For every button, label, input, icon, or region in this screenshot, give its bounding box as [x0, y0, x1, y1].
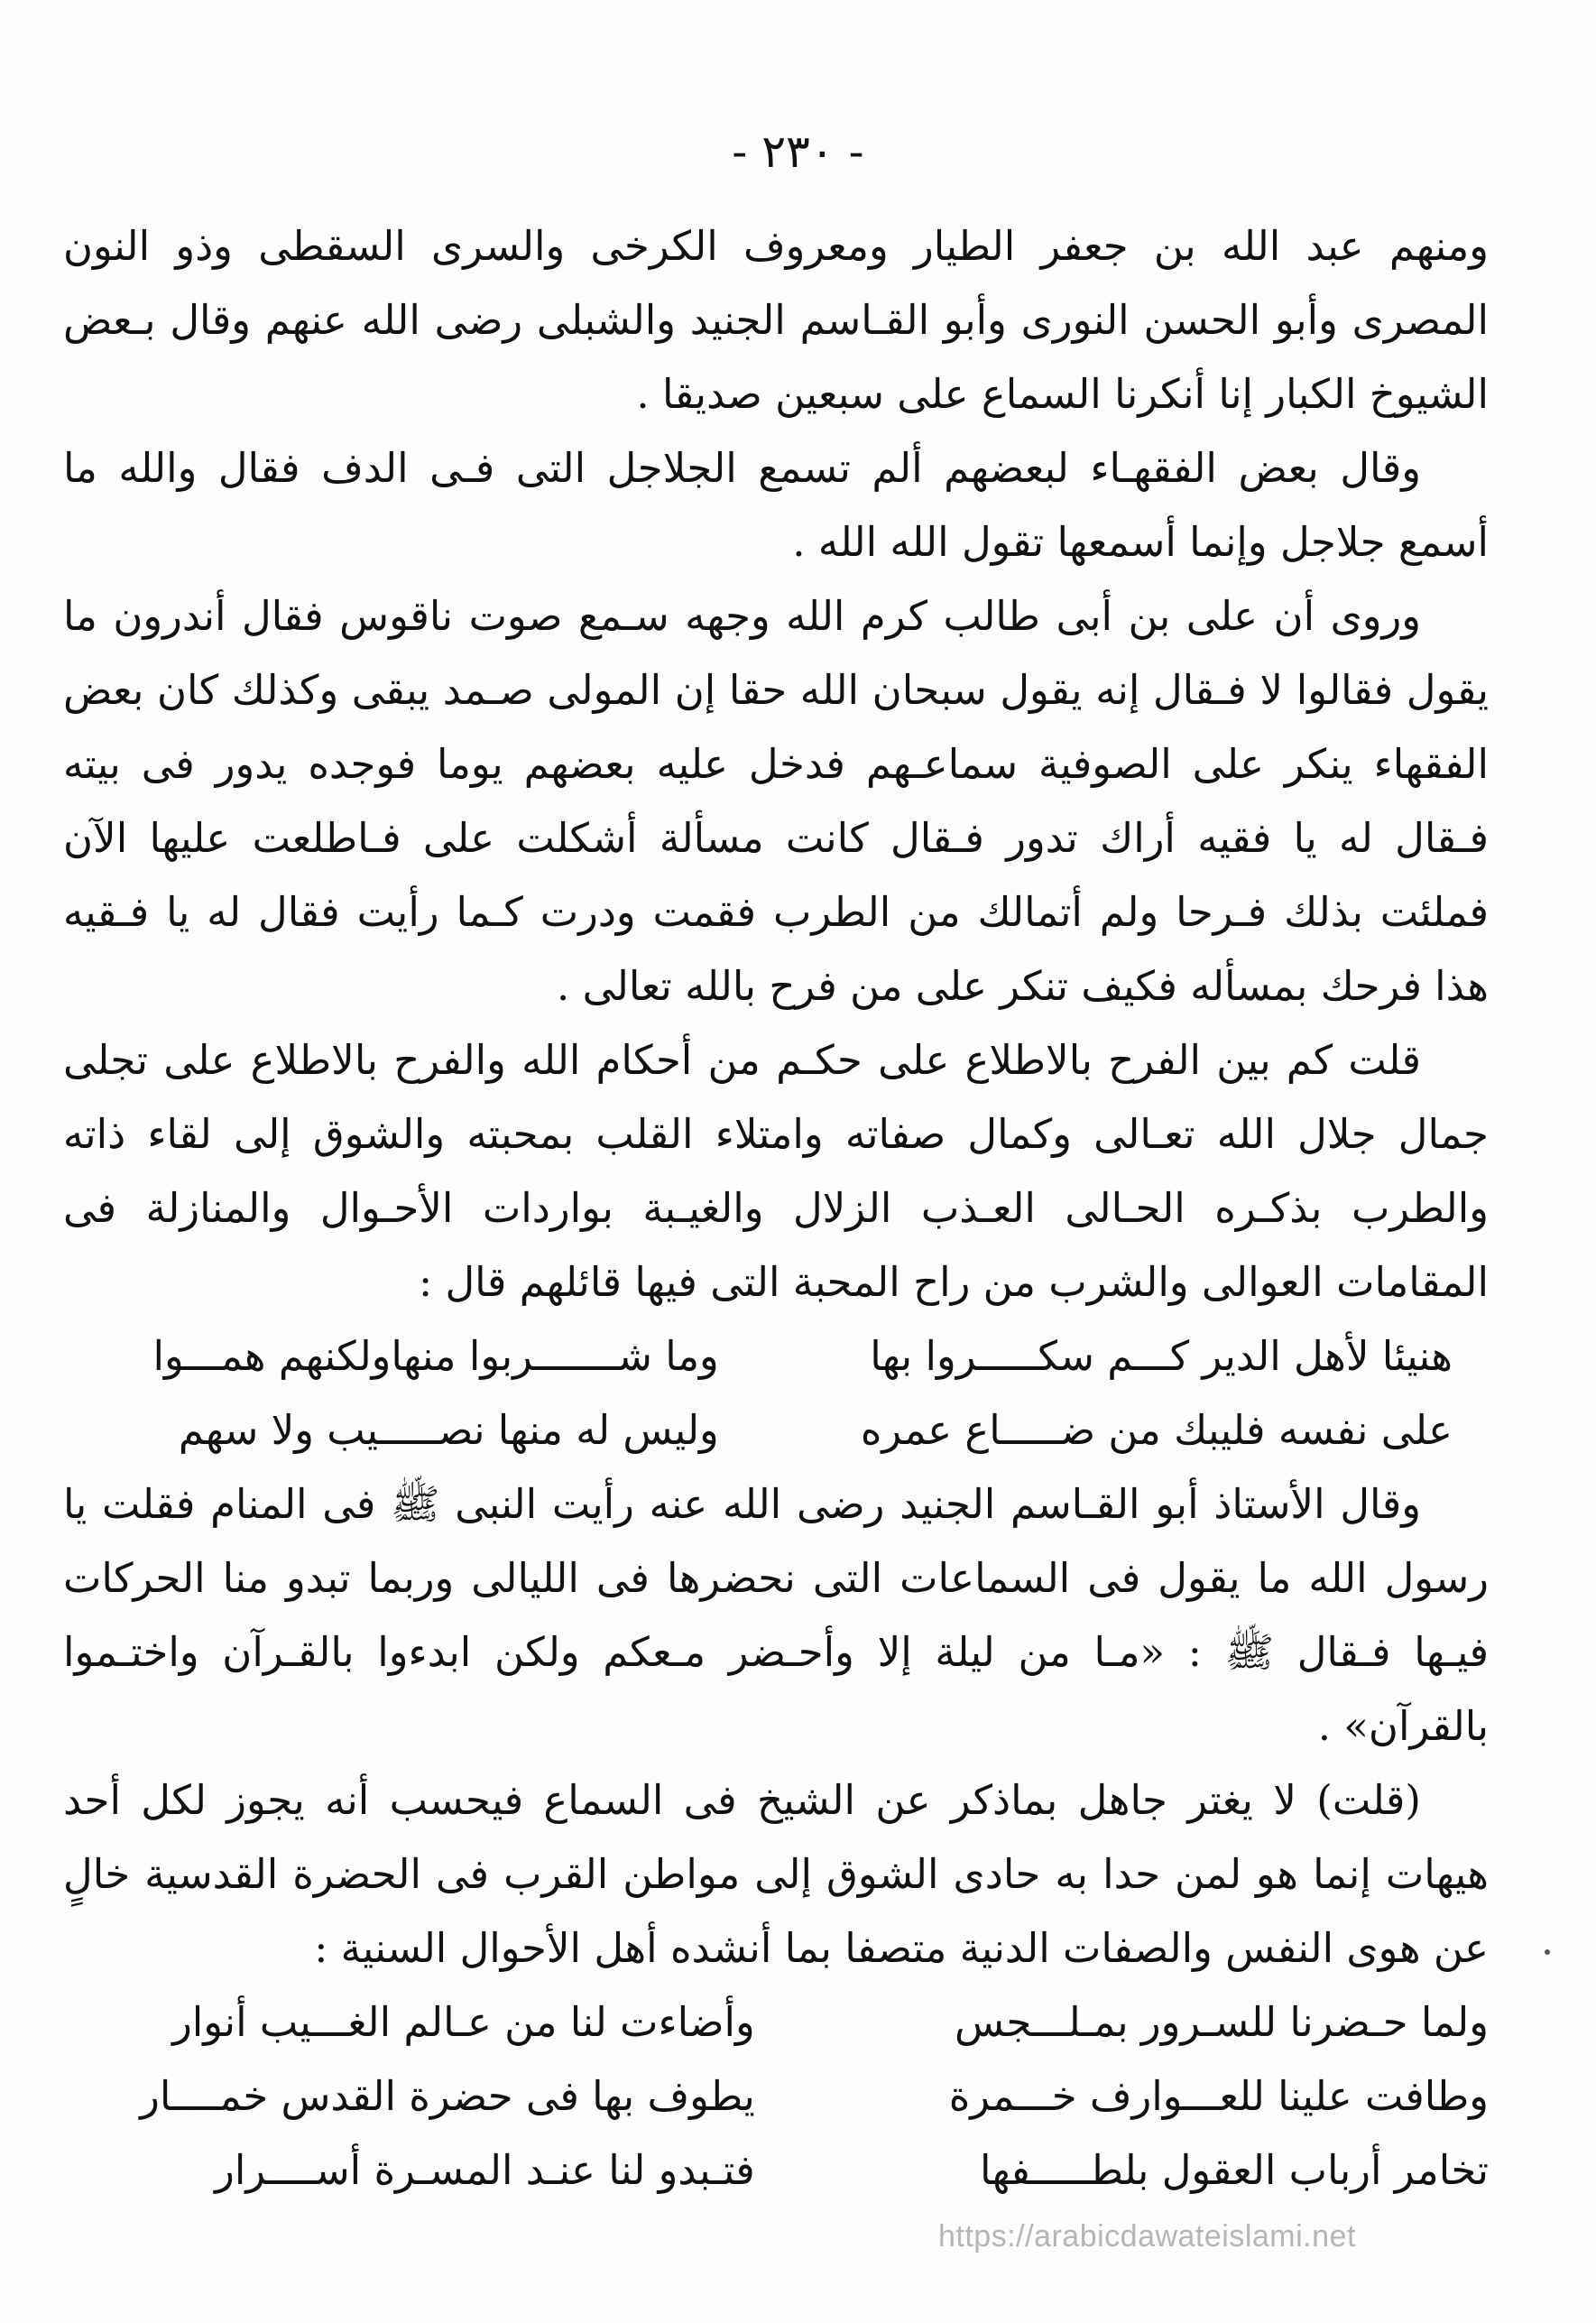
- paragraph: وقال بعض الفقهـاء لبعضهم ألم تسمع الجلاجل التى فـى الدف فقال والله ما أسمع جلاجل وإنما أسمعها تقول الله الله .: [63, 444, 1489, 566]
- verse-line: [63, 1319, 1489, 1393]
- verse-line: [63, 1985, 1489, 2059]
- verse-first-hemistich: على نفسه فليبك من ضـــــاع عمره: [860, 1406, 1453, 1454]
- poem-block: [63, 1319, 1489, 1467]
- verse-line: [63, 1393, 1489, 1467]
- verse-second-hemistich: فتـبدو لنا عنـد المسـرة أســــرار: [215, 2146, 755, 2194]
- paragraph: قلت كم بين الفرح بالاطلاع على حكـم من أحكام الله والفرح بالاطلاع على تجلى جمال جلال الله تعـالى وكمال صفاته وامتلاء القلب بمحبته والشوق إلى لقاء ذاته والطرب بذكـره الحـالى العـذب الزلال والغيـبة بواردات الأحـوال والمنازلة فى المقامات العوالى والشرب من راح المحبة التى فيها قائلهم قال :: [63, 1036, 1489, 1306]
- verse-line: [63, 2133, 1489, 2207]
- verse-first-hemistich: تخامر أرباب العقول بلطـــــفها: [979, 2146, 1489, 2194]
- verse-second-hemistich: وليس له منها نصـــــيب ولا سهم: [178, 1406, 719, 1454]
- verse-first-hemistich: وطافت علينا للعـــوارف خـــمرة: [948, 2072, 1489, 2120]
- watermark-url: https://arabicdawateislami.net: [938, 2219, 1356, 2254]
- verse-second-hemistich: وما شـــــــربوا منهاولكنهم همـــوا: [152, 1332, 719, 1380]
- verse-second-hemistich: يطوف بها فى حضرة القدس خمــــار: [140, 2072, 755, 2120]
- verse-first-hemistich: هنيئا لأهل الدير كـــم سكـــــروا بها: [870, 1332, 1453, 1380]
- paragraph: وقال الأستاذ أبو القـاسم الجنيد رضى الله عنه رأيت النبى ﷺ فى المنام فقلت يا رسول الله ما يقول فى السماعات التى نحضرها فى الليالى وربما تبدو منا الحركات فيـها فـقال ﷺ : «مـا من ليلة إلا وأحـضر مـعكم ولكن ابدءوا بالقـرآن واختـموا بالقرآن» .: [63, 1480, 1489, 1750]
- verse-first-hemistich: ولما حـضرنا للسـرور بمـلـــجس: [955, 1998, 1489, 2046]
- paragraph: (قلت) لا يغتر جاهل بماذكر عن الشيخ فى السماع فيحسب أنه يجوز لكل أحد هيهات إنما هو لمن حدا به حادى الشوق إلى مواطن القرب فى الحضرة القدسية خالٍ عن هوى النفس والصفات الدنية متصفا بما أنشده أهل الأحوال السنية :: [63, 1776, 1489, 1972]
- scan-speck: [1545, 1949, 1550, 1955]
- paragraph: ومنهم عبد الله بن جعفر الطيار ومعروف الكرخى والسرى السقطى وذو النون المصرى وأبو الحسن النورى وأبو القـاسم الجنيد والشبلى رضى الله عنهم وقال بـعض الشيوخ الكبار إنا أنكرنا السماع على سبعين صديقا .: [63, 222, 1489, 418]
- page-number: - ٢٣٠ -: [732, 125, 864, 178]
- paragraph: وروى أن على بن أبى طالب كرم الله وجهه سـمع صوت ناقوس فقال أندرون ما يقول فقالوا لا فـقال إنه يقول سبحان الله حقا إن المولى صـمد يبقى وكذلك كان بعض الفقهاء ينكر على الصوفية سماعـهم فدخل عليه بعضهم يوما فوجده يدور فى بيته فـقال له يا فقيه أراك تدور فـقال كانت مسألة أشكلت على فـاطلعت عليها الآن فملئت بذلك فـرحا ولم أتمالك من الطرب فقمت ودرت كـما رأيت فقال له يا فـقيه هذا فرحك بمسأله فكيف تنكر على من فرح بالله تعالى .: [63, 592, 1489, 1010]
- poem-block: [63, 1985, 1489, 2207]
- body-text: [63, 209, 1489, 2207]
- verse-line: [63, 2059, 1489, 2133]
- verse-second-hemistich: وأضاءت لنا من عـالم الغـــيب أنوار: [172, 1998, 755, 2046]
